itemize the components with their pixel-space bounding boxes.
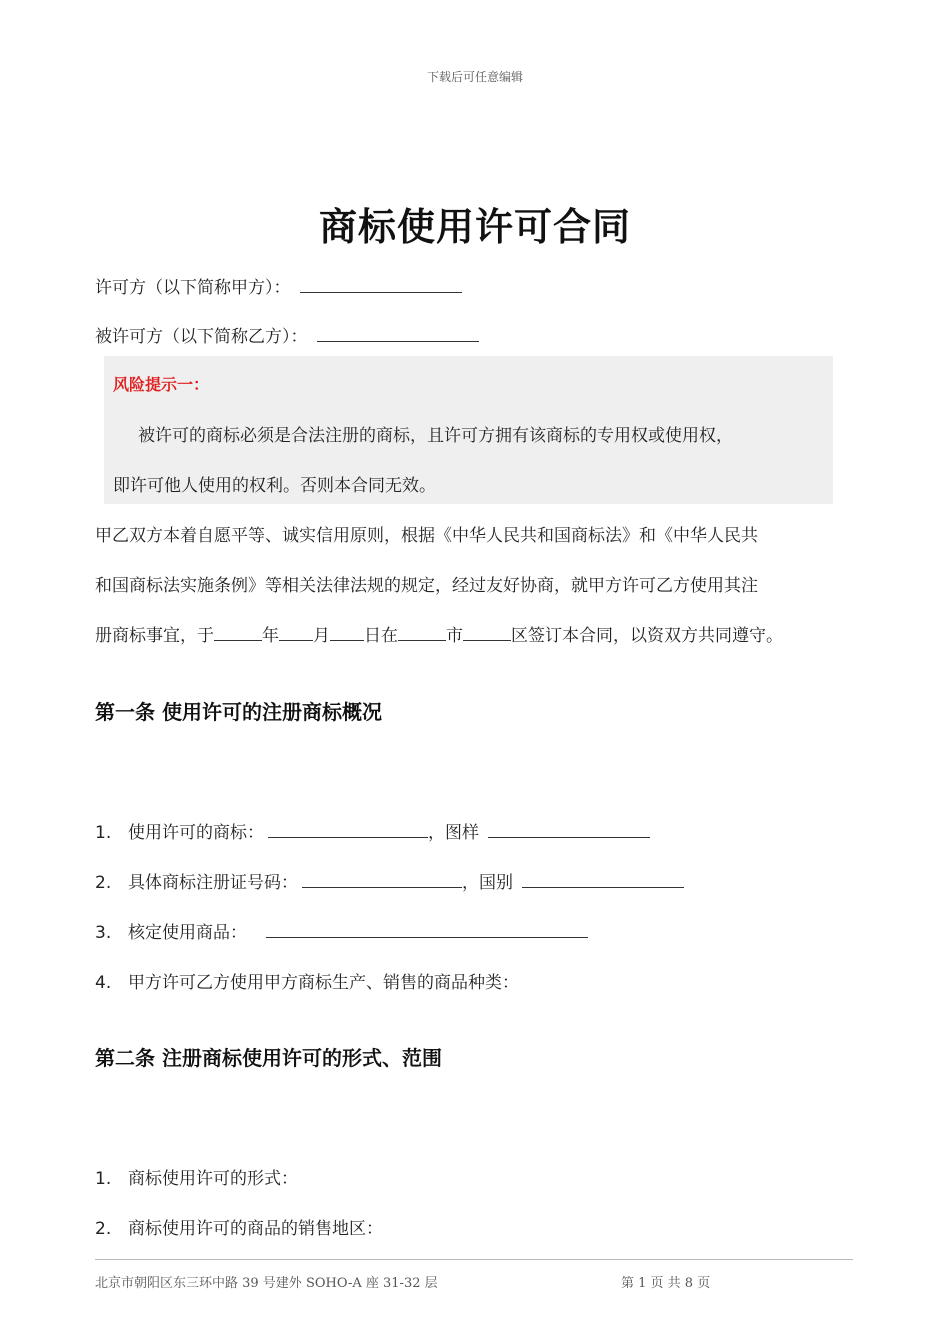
intro-line-2: 和国商标法实施条例》等相关法律法规的规定，经过友好协商，就甲方许可乙方使用其注 <box>95 576 758 596</box>
month-blank[interactable] <box>279 622 313 641</box>
section-2-heading: 第二条 注册商标使用许可的形式、范围 <box>95 1046 442 1070</box>
section-1-item-1 <box>95 818 650 843</box>
year-label: 年 <box>262 626 279 646</box>
risk-notice-line-2: 即许可他人使用的权利。否则本合同无效。 <box>113 476 436 496</box>
section-2-item-2 <box>95 1214 383 1239</box>
header-note: 下载后可任意编辑 <box>426 70 523 84</box>
item-number: 3. <box>95 923 112 943</box>
item-number: 4. <box>95 973 112 993</box>
item-mid-label: ，图样 <box>428 823 479 843</box>
section-1-item-2 <box>95 868 684 893</box>
licensor-label: 许可方（以下简称甲方）： <box>95 278 291 298</box>
year-blank[interactable] <box>214 622 262 641</box>
item-label: 核定使用商品： <box>128 923 247 943</box>
section-2-item-1 <box>95 1164 298 1189</box>
section-1-item-4 <box>95 968 519 993</box>
document-title: 商标使用许可合同 <box>318 205 631 249</box>
registration-number-blank[interactable] <box>302 869 462 888</box>
district-blank[interactable] <box>463 622 511 641</box>
month-label: 月 <box>313 626 330 646</box>
footer-page-info: 第 1 页 共 8 页 <box>621 1276 711 1291</box>
risk-notice-line-1: 被许可的商标必须是合法注册的商标，且许可方拥有该商标的专用权或使用权， <box>138 426 733 446</box>
licensee-label: 被许可方（以下简称乙方）： <box>95 327 308 347</box>
licensor-line <box>95 273 462 298</box>
item-number: 2. <box>95 1219 112 1239</box>
district-label: 区签订本合同，以资双方共同遵守。 <box>511 626 783 646</box>
city-blank[interactable] <box>398 622 446 641</box>
item-label: 商标使用许可的商品的销售地区： <box>128 1219 383 1239</box>
licensor-blank[interactable] <box>300 274 462 293</box>
day-label: 日在 <box>364 626 398 646</box>
item-mid-label: ，国别 <box>462 873 513 893</box>
section-1-item-3 <box>95 918 588 943</box>
item-label: 具体商标注册证号码： <box>128 873 298 893</box>
approved-goods-blank[interactable] <box>266 919 588 938</box>
licensee-blank[interactable] <box>317 323 479 342</box>
intro-line-1: 甲乙双方本着自愿平等、诚实信用原则，根据《中华人民共和国商标法》和《中华人民共 <box>95 526 758 546</box>
risk-notice-title: 风险提示一： <box>113 375 210 394</box>
country-blank[interactable] <box>522 869 684 888</box>
city-label: 市 <box>446 626 463 646</box>
item-label: 甲方许可乙方使用甲方商标生产、销售的商品种类： <box>128 973 519 993</box>
item-number: 1. <box>95 1169 112 1189</box>
day-blank[interactable] <box>330 622 364 641</box>
footer-divider <box>95 1259 853 1260</box>
licensee-line <box>95 322 479 347</box>
intro-line-3 <box>95 621 783 646</box>
intro-text: 册商标事宜，于 <box>95 626 214 646</box>
item-label: 使用许可的商标： <box>128 823 264 843</box>
section-1-heading: 第一条 使用许可的注册商标概况 <box>95 700 382 724</box>
footer-address: 北京市朝阳区东三环中路 39 号建外 SOHO-A 座 31-32 层 <box>95 1276 438 1291</box>
sample-blank[interactable] <box>488 819 650 838</box>
trademark-blank[interactable] <box>268 819 428 838</box>
item-number: 2. <box>95 873 112 893</box>
item-number: 1. <box>95 823 112 843</box>
item-label: 商标使用许可的形式： <box>128 1169 298 1189</box>
